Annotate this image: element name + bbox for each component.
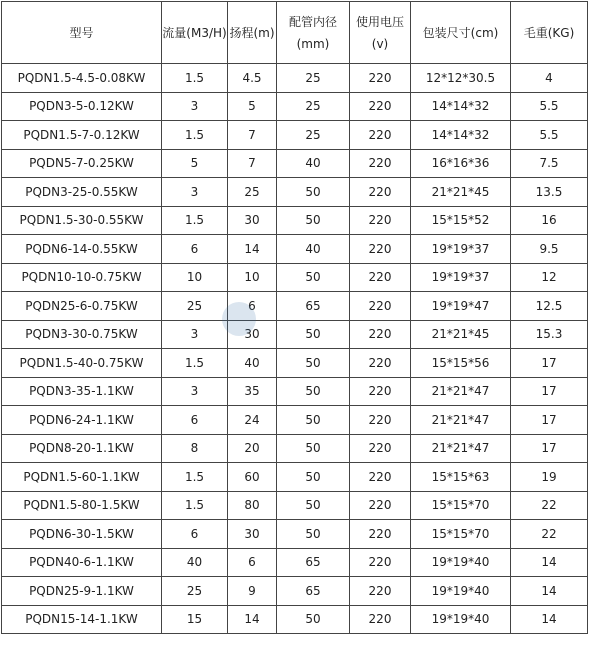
cell-model: PQDN15-14-1.1KW [2, 605, 162, 634]
table-row [2, 121, 588, 150]
cell-flow: 8 [162, 434, 228, 463]
cell-pipe-diameter: 50 [277, 434, 350, 463]
cell-flow: 40 [162, 548, 228, 577]
cell-package-size: 19*19*37 [411, 235, 511, 264]
cell-gross-weight: 17 [511, 349, 588, 378]
cell-head: 4.5 [228, 64, 277, 93]
cell-pipe-diameter: 50 [277, 263, 350, 292]
cell-flow: 25 [162, 577, 228, 606]
cell-voltage: 220 [350, 520, 411, 549]
cell-flow: 3 [162, 92, 228, 121]
cell-model: PQDN3-5-0.12KW [2, 92, 162, 121]
cell-flow: 6 [162, 406, 228, 435]
cell-model: PQDN25-6-0.75KW [2, 292, 162, 321]
cell-model: PQDN3-30-0.75KW [2, 320, 162, 349]
table-row [2, 377, 588, 406]
cell-package-size: 21*21*47 [411, 377, 511, 406]
cell-voltage: 220 [350, 377, 411, 406]
cell-flow: 15 [162, 605, 228, 634]
cell-model: PQDN1.5-80-1.5KW [2, 491, 162, 520]
cell-pipe-diameter: 50 [277, 206, 350, 235]
cell-gross-weight: 19 [511, 463, 588, 492]
table-row [2, 92, 588, 121]
cell-model: PQDN25-9-1.1KW [2, 577, 162, 606]
cell-package-size: 14*14*32 [411, 92, 511, 121]
cell-package-size: 15*15*56 [411, 349, 511, 378]
cell-gross-weight: 14 [511, 577, 588, 606]
cell-gross-weight: 13.5 [511, 178, 588, 207]
cell-head: 14 [228, 235, 277, 264]
cell-model: PQDN3-35-1.1KW [2, 377, 162, 406]
cell-flow: 10 [162, 263, 228, 292]
table-row [2, 548, 588, 577]
table-row [2, 577, 588, 606]
cell-package-size: 19*19*40 [411, 577, 511, 606]
cell-voltage: 220 [350, 463, 411, 492]
table-row [2, 149, 588, 178]
cell-voltage: 220 [350, 292, 411, 321]
cell-model: PQDN1.5-7-0.12KW [2, 121, 162, 150]
table-row [2, 605, 588, 634]
cell-flow: 3 [162, 377, 228, 406]
cell-pipe-diameter: 65 [277, 577, 350, 606]
table-row [2, 520, 588, 549]
cell-package-size: 12*12*30.5 [411, 64, 511, 93]
cell-gross-weight: 14 [511, 605, 588, 634]
cell-voltage: 220 [350, 577, 411, 606]
cell-head: 30 [228, 520, 277, 549]
cell-gross-weight: 17 [511, 406, 588, 435]
cell-model: PQDN40-6-1.1KW [2, 548, 162, 577]
cell-voltage: 220 [350, 206, 411, 235]
cell-flow: 3 [162, 320, 228, 349]
table-row [2, 292, 588, 321]
cell-head: 7 [228, 149, 277, 178]
pump-spec-table [1, 1, 588, 634]
cell-voltage: 220 [350, 149, 411, 178]
cell-gross-weight: 14 [511, 548, 588, 577]
cell-head: 5 [228, 92, 277, 121]
header-package-size: 包装尺寸(cm) [411, 2, 511, 64]
header-voltage: 使用电压 (v) [350, 2, 411, 64]
cell-flow: 1.5 [162, 491, 228, 520]
cell-package-size: 15*15*70 [411, 520, 511, 549]
cell-gross-weight: 5.5 [511, 92, 588, 121]
cell-flow: 25 [162, 292, 228, 321]
cell-package-size: 15*15*63 [411, 463, 511, 492]
cell-pipe-diameter: 50 [277, 463, 350, 492]
cell-gross-weight: 5.5 [511, 121, 588, 150]
cell-package-size: 19*19*37 [411, 263, 511, 292]
header-pipe-diameter: 配管内径 (mm) [277, 2, 350, 64]
cell-pipe-diameter: 40 [277, 149, 350, 178]
cell-model: PQDN6-24-1.1KW [2, 406, 162, 435]
cell-pipe-diameter: 65 [277, 548, 350, 577]
cell-package-size: 15*15*52 [411, 206, 511, 235]
cell-model: PQDN8-20-1.1KW [2, 434, 162, 463]
cell-voltage: 220 [350, 349, 411, 378]
cell-model: PQDN6-14-0.55KW [2, 235, 162, 264]
cell-voltage: 220 [350, 178, 411, 207]
cell-gross-weight: 16 [511, 206, 588, 235]
cell-flow: 1.5 [162, 349, 228, 378]
cell-package-size: 15*15*70 [411, 491, 511, 520]
header-model: 型号 [2, 2, 162, 64]
cell-package-size: 21*21*47 [411, 406, 511, 435]
cell-model: PQDN1.5-30-0.55KW [2, 206, 162, 235]
table-row [2, 64, 588, 93]
table-row [2, 178, 588, 207]
cell-package-size: 16*16*36 [411, 149, 511, 178]
cell-head: 80 [228, 491, 277, 520]
cell-gross-weight: 7.5 [511, 149, 588, 178]
cell-voltage: 220 [350, 121, 411, 150]
cell-gross-weight: 15.3 [511, 320, 588, 349]
cell-head: 35 [228, 377, 277, 406]
cell-package-size: 21*21*45 [411, 320, 511, 349]
cell-voltage: 220 [350, 548, 411, 577]
table-row [2, 434, 588, 463]
cell-head: 30 [228, 206, 277, 235]
cell-model: PQDN1.5-60-1.1KW [2, 463, 162, 492]
table-row [2, 263, 588, 292]
table-row [2, 206, 588, 235]
cell-flow: 1.5 [162, 64, 228, 93]
cell-flow: 3 [162, 178, 228, 207]
cell-flow: 6 [162, 235, 228, 264]
cell-pipe-diameter: 50 [277, 320, 350, 349]
cell-flow: 1.5 [162, 206, 228, 235]
cell-package-size: 19*19*47 [411, 292, 511, 321]
cell-pipe-diameter: 40 [277, 235, 350, 264]
cell-voltage: 220 [350, 605, 411, 634]
header-flow: 流量(M3/H) [162, 2, 228, 64]
cell-package-size: 19*19*40 [411, 605, 511, 634]
cell-voltage: 220 [350, 406, 411, 435]
cell-gross-weight: 12 [511, 263, 588, 292]
cell-package-size: 21*21*47 [411, 434, 511, 463]
cell-flow: 6 [162, 520, 228, 549]
cell-gross-weight: 4 [511, 64, 588, 93]
cell-model: PQDN10-10-0.75KW [2, 263, 162, 292]
cell-gross-weight: 12.5 [511, 292, 588, 321]
cell-head: 25 [228, 178, 277, 207]
cell-package-size: 14*14*32 [411, 121, 511, 150]
cell-flow: 1.5 [162, 463, 228, 492]
cell-head: 7 [228, 121, 277, 150]
cell-model: PQDN5-7-0.25KW [2, 149, 162, 178]
cell-voltage: 220 [350, 263, 411, 292]
cell-pipe-diameter: 50 [277, 520, 350, 549]
table-row [2, 349, 588, 378]
cell-pipe-diameter: 25 [277, 64, 350, 93]
cell-pipe-diameter: 50 [277, 491, 350, 520]
cell-pipe-diameter: 65 [277, 292, 350, 321]
header-head: 扬程(m) [228, 2, 277, 64]
cell-gross-weight: 17 [511, 434, 588, 463]
cell-model: PQDN3-25-0.55KW [2, 178, 162, 207]
cell-gross-weight: 22 [511, 491, 588, 520]
cell-pipe-diameter: 50 [277, 349, 350, 378]
cell-flow: 1.5 [162, 121, 228, 150]
table-header [2, 2, 588, 64]
cell-model: PQDN1.5-40-0.75KW [2, 349, 162, 378]
cell-package-size: 19*19*40 [411, 548, 511, 577]
cell-head: 24 [228, 406, 277, 435]
cell-model: PQDN1.5-4.5-0.08KW [2, 64, 162, 93]
cell-voltage: 220 [350, 320, 411, 349]
cell-model: PQDN6-30-1.5KW [2, 520, 162, 549]
header-gross-weight: 毛重(KG) [511, 2, 588, 64]
cell-gross-weight: 22 [511, 520, 588, 549]
cell-head: 10 [228, 263, 277, 292]
cell-head: 40 [228, 349, 277, 378]
cell-flow: 5 [162, 149, 228, 178]
cell-pipe-diameter: 50 [277, 605, 350, 634]
cell-pipe-diameter: 25 [277, 121, 350, 150]
cell-package-size: 21*21*45 [411, 178, 511, 207]
cell-pipe-diameter: 50 [277, 377, 350, 406]
table-body [2, 64, 588, 634]
cell-voltage: 220 [350, 434, 411, 463]
cell-pipe-diameter: 25 [277, 92, 350, 121]
cell-head: 14 [228, 605, 277, 634]
cell-gross-weight: 9.5 [511, 235, 588, 264]
cell-pipe-diameter: 50 [277, 406, 350, 435]
cell-head: 30 [228, 320, 277, 349]
cell-head: 60 [228, 463, 277, 492]
cell-head: 6 [228, 548, 277, 577]
cell-voltage: 220 [350, 235, 411, 264]
table-row [2, 235, 588, 264]
cell-gross-weight: 17 [511, 377, 588, 406]
cell-voltage: 220 [350, 64, 411, 93]
table-row [2, 463, 588, 492]
table-row [2, 320, 588, 349]
table-row [2, 491, 588, 520]
cell-head: 20 [228, 434, 277, 463]
header-row [2, 2, 588, 64]
cell-head: 9 [228, 577, 277, 606]
cell-voltage: 220 [350, 92, 411, 121]
cell-head: 6 [228, 292, 277, 321]
cell-voltage: 220 [350, 491, 411, 520]
table-row [2, 406, 588, 435]
cell-pipe-diameter: 50 [277, 178, 350, 207]
spec-table-container [1, 1, 587, 634]
